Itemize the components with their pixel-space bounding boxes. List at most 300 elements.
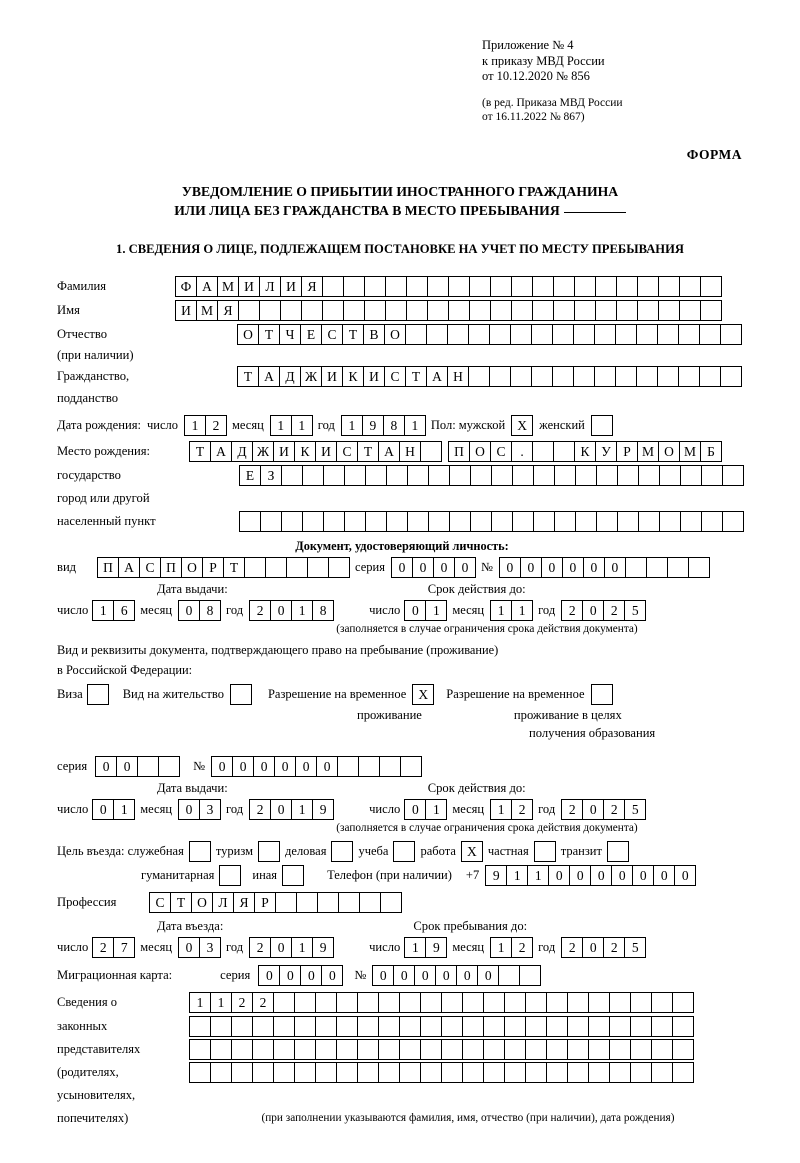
char-box[interactable]: 0 xyxy=(433,557,455,578)
char-box[interactable]: 0 xyxy=(499,557,521,578)
char-box[interactable]: Е xyxy=(300,324,322,345)
char-box[interactable] xyxy=(490,300,512,321)
char-box[interactable]: О xyxy=(181,557,203,578)
char-box[interactable] xyxy=(280,300,302,321)
char-box[interactable] xyxy=(406,300,428,321)
char-box[interactable]: 0 xyxy=(116,756,138,777)
char-box[interactable]: 5 xyxy=(624,799,646,820)
char-box[interactable] xyxy=(359,892,381,913)
char-box[interactable] xyxy=(448,300,470,321)
char-box[interactable] xyxy=(553,441,575,462)
char-box[interactable]: 0 xyxy=(582,937,604,958)
entry-day-input[interactable] xyxy=(92,937,134,958)
char-box[interactable] xyxy=(609,1039,631,1060)
char-box[interactable]: 0 xyxy=(295,756,317,777)
char-box[interactable] xyxy=(651,1039,673,1060)
char-box[interactable] xyxy=(273,1039,295,1060)
char-box[interactable] xyxy=(336,1039,358,1060)
char-box[interactable] xyxy=(441,992,463,1013)
char-box[interactable] xyxy=(483,1062,505,1083)
doc-issue-month-input[interactable] xyxy=(178,600,220,621)
char-box[interactable] xyxy=(273,1016,295,1037)
char-box[interactable] xyxy=(357,1016,379,1037)
char-box[interactable] xyxy=(407,465,429,486)
char-box[interactable] xyxy=(567,1016,589,1037)
char-box[interactable] xyxy=(651,1016,673,1037)
char-box[interactable]: З xyxy=(260,465,282,486)
char-box[interactable]: Т xyxy=(223,557,245,578)
char-box[interactable]: 1 xyxy=(527,865,549,886)
citizenship-input[interactable] xyxy=(237,366,741,387)
char-box[interactable]: К xyxy=(574,441,596,462)
char-box[interactable]: 0 xyxy=(270,937,292,958)
char-box[interactable] xyxy=(519,965,541,986)
char-box[interactable]: 1 xyxy=(490,600,512,621)
char-box[interactable] xyxy=(679,276,701,297)
char-box[interactable]: 2 xyxy=(231,992,253,1013)
char-box[interactable]: 0 xyxy=(300,965,322,986)
char-box[interactable] xyxy=(338,892,360,913)
char-box[interactable] xyxy=(658,276,680,297)
char-box[interactable] xyxy=(512,511,534,532)
char-box[interactable] xyxy=(510,324,532,345)
char-box[interactable] xyxy=(630,1039,652,1060)
char-box[interactable] xyxy=(657,324,679,345)
char-box[interactable]: 0 xyxy=(178,937,200,958)
purpose-work-checkbox[interactable]: Х xyxy=(461,841,483,862)
char-box[interactable]: . xyxy=(511,441,533,462)
char-box[interactable] xyxy=(552,324,574,345)
char-box[interactable]: А xyxy=(196,276,218,297)
char-box[interactable]: 9 xyxy=(425,937,447,958)
char-box[interactable] xyxy=(659,465,681,486)
char-box[interactable] xyxy=(399,1016,421,1037)
char-box[interactable] xyxy=(407,511,429,532)
char-box[interactable]: 0 xyxy=(412,557,434,578)
char-box[interactable]: Д xyxy=(279,366,301,387)
char-box[interactable] xyxy=(286,557,308,578)
char-box[interactable]: 9 xyxy=(362,415,384,436)
char-box[interactable]: Я xyxy=(301,276,323,297)
char-box[interactable] xyxy=(365,511,387,532)
char-box[interactable] xyxy=(281,465,303,486)
char-box[interactable] xyxy=(357,1062,379,1083)
char-box[interactable] xyxy=(252,1016,274,1037)
char-box[interactable] xyxy=(281,511,303,532)
char-box[interactable] xyxy=(468,366,490,387)
char-box[interactable]: М xyxy=(196,300,218,321)
char-box[interactable]: 0 xyxy=(590,865,612,886)
char-box[interactable]: 0 xyxy=(582,799,604,820)
char-box[interactable]: Л xyxy=(212,892,234,913)
char-box[interactable]: Ф xyxy=(175,276,197,297)
char-box[interactable] xyxy=(720,366,742,387)
char-box[interactable]: А xyxy=(210,441,232,462)
char-box[interactable]: Ж xyxy=(300,366,322,387)
purpose-study-checkbox[interactable] xyxy=(393,841,415,862)
char-box[interactable] xyxy=(294,1016,316,1037)
char-box[interactable]: 0 xyxy=(674,865,696,886)
surname-input[interactable] xyxy=(175,276,721,297)
char-box[interactable] xyxy=(637,300,659,321)
doc-number-input[interactable] xyxy=(499,557,709,578)
char-box[interactable] xyxy=(573,324,595,345)
char-box[interactable] xyxy=(357,1039,379,1060)
char-box[interactable] xyxy=(490,276,512,297)
char-box[interactable] xyxy=(364,276,386,297)
migration-series-input[interactable] xyxy=(258,965,342,986)
birth-city-input-line2[interactable] xyxy=(239,465,743,486)
char-box[interactable]: 1 xyxy=(291,799,313,820)
char-box[interactable]: П xyxy=(448,441,470,462)
legal-reps-input-line1[interactable] xyxy=(189,992,693,1013)
char-box[interactable] xyxy=(651,1062,673,1083)
char-box[interactable]: С xyxy=(384,366,406,387)
char-box[interactable] xyxy=(462,1039,484,1060)
char-box[interactable]: 0 xyxy=(279,965,301,986)
char-box[interactable]: 0 xyxy=(414,965,436,986)
char-box[interactable] xyxy=(638,465,660,486)
char-box[interactable] xyxy=(365,465,387,486)
char-box[interactable] xyxy=(491,465,513,486)
char-box[interactable]: 0 xyxy=(569,865,591,886)
char-box[interactable] xyxy=(470,511,492,532)
char-box[interactable]: 2 xyxy=(603,937,625,958)
char-box[interactable] xyxy=(344,511,366,532)
char-box[interactable] xyxy=(504,1062,526,1083)
char-box[interactable]: О xyxy=(658,441,680,462)
char-box[interactable]: 0 xyxy=(391,557,413,578)
char-box[interactable]: 5 xyxy=(624,937,646,958)
char-box[interactable]: С xyxy=(139,557,161,578)
name-input[interactable] xyxy=(175,300,721,321)
char-box[interactable]: 1 xyxy=(490,937,512,958)
birth-city-input-line1[interactable] xyxy=(448,441,721,462)
char-box[interactable]: 0 xyxy=(95,756,117,777)
char-box[interactable]: И xyxy=(238,276,260,297)
char-box[interactable]: 0 xyxy=(454,557,476,578)
char-box[interactable] xyxy=(659,511,681,532)
char-box[interactable]: Я xyxy=(217,300,239,321)
char-box[interactable] xyxy=(609,1016,631,1037)
char-box[interactable] xyxy=(189,1039,211,1060)
char-box[interactable] xyxy=(532,441,554,462)
char-box[interactable] xyxy=(616,276,638,297)
char-box[interactable] xyxy=(406,276,428,297)
residence-permit-checkbox[interactable] xyxy=(230,684,252,705)
char-box[interactable] xyxy=(265,557,287,578)
char-box[interactable]: Т xyxy=(405,366,427,387)
stay-issue-month-input[interactable] xyxy=(178,799,220,820)
char-box[interactable] xyxy=(658,300,680,321)
char-box[interactable] xyxy=(525,1016,547,1037)
char-box[interactable] xyxy=(531,366,553,387)
char-box[interactable]: Т xyxy=(258,324,280,345)
char-box[interactable] xyxy=(596,465,618,486)
char-box[interactable] xyxy=(636,366,658,387)
char-box[interactable] xyxy=(617,511,639,532)
doc-valid-month-input[interactable] xyxy=(490,600,532,621)
char-box[interactable] xyxy=(491,511,513,532)
char-box[interactable]: 0 xyxy=(178,799,200,820)
edu-residence-checkbox[interactable] xyxy=(591,684,613,705)
char-box[interactable] xyxy=(441,1039,463,1060)
char-box[interactable] xyxy=(701,511,723,532)
char-box[interactable]: Р xyxy=(202,557,224,578)
char-box[interactable] xyxy=(420,1062,442,1083)
char-box[interactable]: 2 xyxy=(511,937,533,958)
char-box[interactable]: 0 xyxy=(211,756,233,777)
patronymic-input[interactable] xyxy=(237,324,741,345)
char-box[interactable] xyxy=(296,892,318,913)
char-box[interactable]: 6 xyxy=(113,600,135,621)
char-box[interactable] xyxy=(688,557,710,578)
char-box[interactable] xyxy=(210,1062,232,1083)
char-box[interactable]: 0 xyxy=(258,965,280,986)
birth-state-input[interactable] xyxy=(189,441,441,462)
char-box[interactable] xyxy=(525,1039,547,1060)
profession-input[interactable] xyxy=(149,892,401,913)
char-box[interactable] xyxy=(630,1016,652,1037)
char-box[interactable]: 9 xyxy=(312,937,334,958)
char-box[interactable] xyxy=(315,992,337,1013)
legal-reps-input-line4[interactable] xyxy=(189,1062,693,1083)
char-box[interactable]: 0 xyxy=(632,865,654,886)
char-box[interactable]: 1 xyxy=(506,865,528,886)
char-box[interactable] xyxy=(328,557,350,578)
char-box[interactable]: 0 xyxy=(393,965,415,986)
purpose-official-checkbox[interactable] xyxy=(189,841,211,862)
char-box[interactable]: М xyxy=(217,276,239,297)
char-box[interactable] xyxy=(343,300,365,321)
char-box[interactable] xyxy=(532,300,554,321)
char-box[interactable] xyxy=(553,276,575,297)
char-box[interactable] xyxy=(427,300,449,321)
char-box[interactable] xyxy=(588,1039,610,1060)
char-box[interactable]: 2 xyxy=(603,600,625,621)
stay-valid-month-input[interactable] xyxy=(490,799,532,820)
stay-issue-year-input[interactable] xyxy=(249,799,333,820)
char-box[interactable] xyxy=(504,992,526,1013)
char-box[interactable]: 1 xyxy=(490,799,512,820)
char-box[interactable] xyxy=(483,1016,505,1037)
char-box[interactable] xyxy=(615,324,637,345)
char-box[interactable] xyxy=(385,276,407,297)
char-box[interactable]: И xyxy=(363,366,385,387)
char-box[interactable]: 1 xyxy=(511,600,533,621)
char-box[interactable]: 8 xyxy=(199,600,221,621)
char-box[interactable]: 1 xyxy=(425,600,447,621)
legal-reps-input-line2[interactable] xyxy=(189,1016,693,1037)
char-box[interactable]: 0 xyxy=(316,756,338,777)
char-box[interactable] xyxy=(699,366,721,387)
char-box[interactable] xyxy=(158,756,180,777)
char-box[interactable]: 0 xyxy=(604,557,626,578)
char-box[interactable] xyxy=(462,1016,484,1037)
char-box[interactable] xyxy=(722,511,744,532)
char-box[interactable] xyxy=(700,300,722,321)
char-box[interactable]: М xyxy=(679,441,701,462)
phone-input[interactable] xyxy=(485,865,695,886)
char-box[interactable]: А xyxy=(118,557,140,578)
char-box[interactable] xyxy=(470,465,492,486)
char-box[interactable] xyxy=(533,465,555,486)
char-box[interactable] xyxy=(449,511,471,532)
char-box[interactable] xyxy=(378,1039,400,1060)
char-box[interactable] xyxy=(667,557,689,578)
char-box[interactable]: 0 xyxy=(562,557,584,578)
char-box[interactable] xyxy=(462,992,484,1013)
char-box[interactable]: И xyxy=(273,441,295,462)
char-box[interactable] xyxy=(322,300,344,321)
char-box[interactable] xyxy=(720,324,742,345)
char-box[interactable] xyxy=(294,1062,316,1083)
char-box[interactable] xyxy=(210,1016,232,1037)
char-box[interactable]: О xyxy=(384,324,406,345)
char-box[interactable]: 2 xyxy=(92,937,114,958)
char-box[interactable] xyxy=(504,1039,526,1060)
char-box[interactable]: 0 xyxy=(611,865,633,886)
char-box[interactable]: С xyxy=(336,441,358,462)
char-box[interactable] xyxy=(273,992,295,1013)
char-box[interactable] xyxy=(596,511,618,532)
char-box[interactable] xyxy=(532,276,554,297)
char-box[interactable] xyxy=(137,756,159,777)
char-box[interactable]: С xyxy=(149,892,171,913)
char-box[interactable]: Т xyxy=(342,324,364,345)
char-box[interactable] xyxy=(259,300,281,321)
char-box[interactable] xyxy=(594,366,616,387)
char-box[interactable]: 0 xyxy=(548,865,570,886)
char-box[interactable]: С xyxy=(321,324,343,345)
char-box[interactable] xyxy=(672,1039,694,1060)
char-box[interactable] xyxy=(672,1062,694,1083)
char-box[interactable] xyxy=(420,1016,442,1037)
char-box[interactable] xyxy=(428,465,450,486)
char-box[interactable] xyxy=(449,465,471,486)
char-box[interactable] xyxy=(567,1062,589,1083)
stay-to-day-input[interactable] xyxy=(404,937,446,958)
char-box[interactable]: Т xyxy=(189,441,211,462)
char-box[interactable] xyxy=(646,557,668,578)
char-box[interactable] xyxy=(574,276,596,297)
char-box[interactable]: 1 xyxy=(291,937,313,958)
char-box[interactable] xyxy=(386,511,408,532)
char-box[interactable]: 2 xyxy=(511,799,533,820)
char-box[interactable]: 1 xyxy=(92,600,114,621)
stay-to-month-input[interactable] xyxy=(490,937,532,958)
char-box[interactable]: 0 xyxy=(477,965,499,986)
char-box[interactable]: Д xyxy=(231,441,253,462)
char-box[interactable] xyxy=(594,324,616,345)
char-box[interactable] xyxy=(678,324,700,345)
char-box[interactable]: Б xyxy=(700,441,722,462)
char-box[interactable] xyxy=(651,992,673,1013)
char-box[interactable]: У xyxy=(595,441,617,462)
char-box[interactable]: В xyxy=(363,324,385,345)
char-box[interactable] xyxy=(630,992,652,1013)
char-box[interactable] xyxy=(636,324,658,345)
char-box[interactable] xyxy=(546,992,568,1013)
char-box[interactable]: 1 xyxy=(425,799,447,820)
char-box[interactable] xyxy=(357,992,379,1013)
char-box[interactable] xyxy=(378,1016,400,1037)
sex-female-checkbox[interactable] xyxy=(591,415,613,436)
char-box[interactable] xyxy=(323,465,345,486)
char-box[interactable]: 0 xyxy=(372,965,394,986)
char-box[interactable]: Р xyxy=(616,441,638,462)
char-box[interactable] xyxy=(630,1062,652,1083)
char-box[interactable] xyxy=(489,366,511,387)
char-box[interactable]: 2 xyxy=(249,600,271,621)
char-box[interactable] xyxy=(275,892,297,913)
char-box[interactable]: 2 xyxy=(561,937,583,958)
char-box[interactable] xyxy=(552,366,574,387)
char-box[interactable] xyxy=(420,1039,442,1060)
char-box[interactable] xyxy=(344,465,366,486)
char-box[interactable] xyxy=(231,1016,253,1037)
char-box[interactable]: 9 xyxy=(485,865,507,886)
char-box[interactable]: П xyxy=(97,557,119,578)
doc-kind-input[interactable] xyxy=(97,557,349,578)
char-box[interactable] xyxy=(302,511,324,532)
char-box[interactable] xyxy=(531,324,553,345)
char-box[interactable] xyxy=(294,1039,316,1060)
char-box[interactable]: 0 xyxy=(232,756,254,777)
char-box[interactable] xyxy=(441,1016,463,1037)
char-box[interactable]: 3 xyxy=(199,937,221,958)
sex-male-checkbox[interactable]: Х xyxy=(511,415,533,436)
char-box[interactable] xyxy=(189,1062,211,1083)
char-box[interactable]: 2 xyxy=(249,799,271,820)
char-box[interactable]: 2 xyxy=(603,799,625,820)
char-box[interactable]: 8 xyxy=(383,415,405,436)
char-box[interactable]: 0 xyxy=(456,965,478,986)
char-box[interactable]: 1 xyxy=(404,415,426,436)
char-box[interactable] xyxy=(511,300,533,321)
char-box[interactable]: Р xyxy=(254,892,276,913)
char-box[interactable]: 1 xyxy=(210,992,232,1013)
char-box[interactable] xyxy=(441,1062,463,1083)
char-box[interactable] xyxy=(302,465,324,486)
birth-city-input-line3[interactable] xyxy=(239,511,743,532)
stay-series-input[interactable] xyxy=(95,756,179,777)
char-box[interactable] xyxy=(616,300,638,321)
char-box[interactable] xyxy=(385,300,407,321)
stay-valid-year-input[interactable] xyxy=(561,799,645,820)
char-box[interactable]: 0 xyxy=(92,799,114,820)
char-box[interactable] xyxy=(273,1062,295,1083)
stay-number-input[interactable] xyxy=(211,756,421,777)
char-box[interactable]: И xyxy=(315,441,337,462)
char-box[interactable] xyxy=(386,465,408,486)
doc-issue-year-input[interactable] xyxy=(249,600,333,621)
char-box[interactable]: О xyxy=(191,892,213,913)
char-box[interactable] xyxy=(609,1062,631,1083)
birth-month-input[interactable] xyxy=(270,415,312,436)
char-box[interactable] xyxy=(575,511,597,532)
char-box[interactable] xyxy=(317,892,339,913)
char-box[interactable]: 1 xyxy=(189,992,211,1013)
birth-day-input[interactable] xyxy=(184,415,226,436)
char-box[interactable] xyxy=(525,992,547,1013)
char-box[interactable] xyxy=(231,1062,253,1083)
migration-number-input[interactable] xyxy=(372,965,540,986)
char-box[interactable] xyxy=(672,992,694,1013)
char-box[interactable]: И xyxy=(321,366,343,387)
char-box[interactable] xyxy=(252,1062,274,1083)
char-box[interactable]: Н xyxy=(399,441,421,462)
